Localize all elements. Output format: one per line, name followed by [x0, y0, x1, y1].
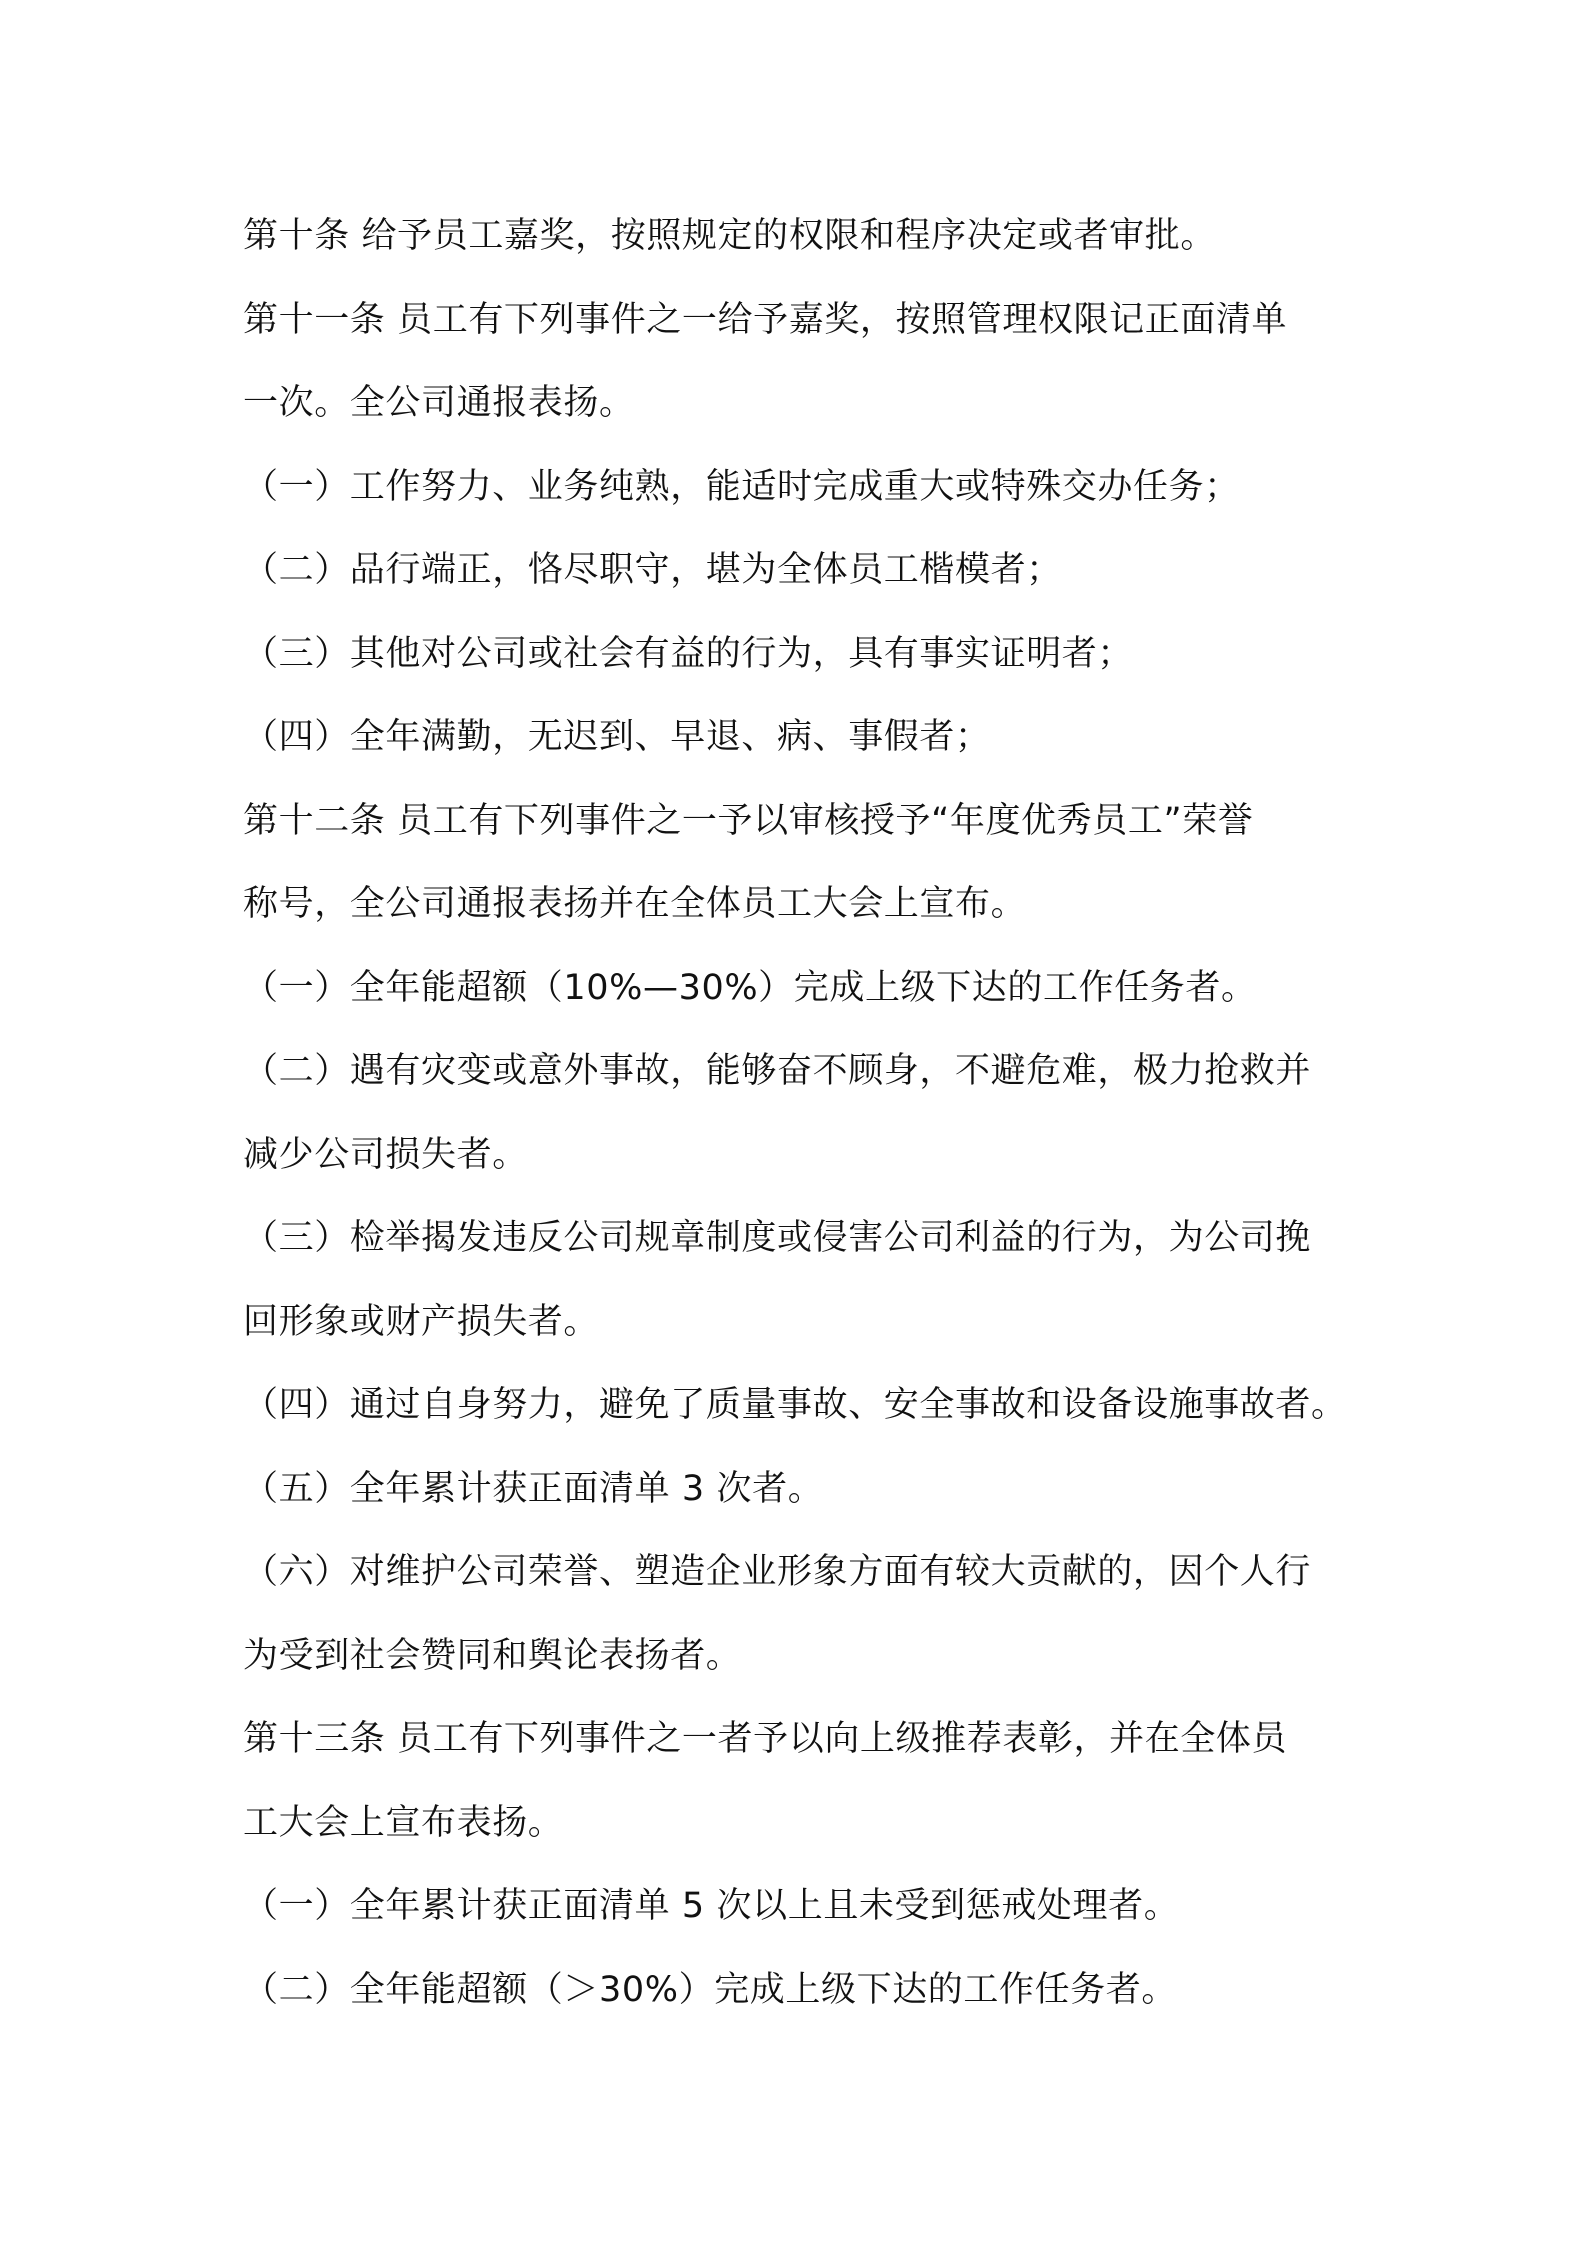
article-11-item-1: （一）工作努力、业务纯熟，能适时完成重大或特殊交办任务；	[243, 466, 1240, 507]
article-12-line-1: 第十二条 员工有下列事件之一予以审核授予“年度优秀员工”荣誉	[243, 800, 1254, 841]
article-11-item-2: （二）品行端正，恪尽职守，堪为全体员工楷模者；	[243, 550, 1062, 590]
article-13-line-1: 第十三条 员工有下列事件之一者予以向上级推荐表彰，并在全体员	[243, 1719, 1288, 1759]
article-12-item-2-line-2: 减少公司损失者。	[243, 1134, 528, 1175]
article-12-item-1: （一）全年能超额（10%—30%）完成上级下达的工作任务者。	[243, 967, 1257, 1008]
article-11-item-3: （三）其他对公司或社会有益的行为，具有事实证明者；	[243, 633, 1134, 674]
article-12-item-6-line-1: （六）对维护公司荣誉、塑造企业形象方面有较大贡献的，因个人行	[243, 1552, 1312, 1592]
article-12-item-5: （五）全年累计获正面清单 3 次者。	[243, 1468, 824, 1509]
document-body	[243, 195, 1358, 2032]
article-11-item-4: （四）全年满勤，无迟到、早退、病、事假者；	[243, 717, 991, 757]
article-11-line-2: 一次。全公司通报表扬。	[243, 383, 635, 423]
article-10-line: 第十条 给予员工嘉奖，按照规定的权限和程序决定或者审批。	[243, 216, 1216, 256]
article-13-line-2: 工大会上宣布表扬。	[243, 1802, 564, 1843]
article-13-item-1: （一）全年累计获正面清单 5 次以上且未受到惩戒处理者。	[243, 1886, 1180, 1926]
article-12-item-2-line-1: （二）遇有灾变或意外事故，能够奋不顾身，不避危难，极力抢救并	[243, 1051, 1312, 1091]
article-12-line-2: 称号，全公司通报表扬并在全体员工大会上宣布。	[243, 884, 1027, 924]
article-12-item-3-line-2: 回形象或财产损失者。	[243, 1301, 600, 1342]
article-12-item-3-line-1: （三）检举揭发违反公司规章制度或侵害公司利益的行为，为公司挽	[243, 1218, 1312, 1258]
article-12-item-6-line-2: 为受到社会赞同和舆论表扬者。	[243, 1635, 742, 1676]
article-13-item-2: （二）全年能超额（＞30%）完成上级下达的工作任务者。	[243, 1969, 1177, 2010]
article-12-item-4: （四）通过自身努力，避免了质量事故、安全事故和设备设施事故者。	[243, 1385, 1347, 1425]
article-11-line-1: 第十一条 员工有下列事件之一给予嘉奖，按照管理权限记正面清单	[243, 299, 1288, 340]
